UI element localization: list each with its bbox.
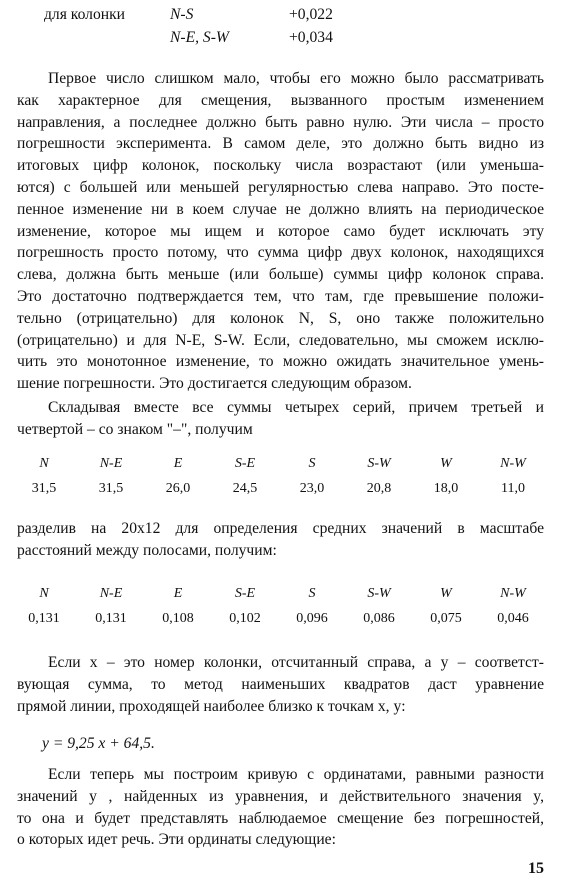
text-line: (отрицательно) и для N-E, S-W. Если, следовательно, мы сможем исклю- [17, 331, 544, 349]
text-line: погрешности эксперимента. В самом деле, это должно быть видно из [17, 135, 544, 153]
text-line: значений y , найденных из уравнения, и действительного значения y, [17, 787, 544, 805]
paragraph-4 [17, 652, 544, 717]
table1-values [17, 481, 544, 499]
text-line: как характерное для смещения, вызванного простым изменением [17, 91, 544, 109]
text-line: о которых идет речь. Эти ординаты следующие: [17, 831, 336, 849]
table-header-cell: S [308, 456, 316, 471]
table-header-cell: N-E [99, 586, 123, 601]
text-line: тельно (отрицательно) для колонок N, S, оно также положительно [17, 309, 544, 327]
text-line: расстояний между полосами, получим: [17, 541, 277, 559]
table2-header [17, 586, 544, 604]
text-line: пенное изменение ни в коем случае не должно влиять на периодическое [17, 200, 544, 218]
text-line: прямой линии, проходящей наиболее близко к точкам x, y: [17, 697, 406, 715]
table-cell: 0,086 [363, 611, 395, 626]
text-line: итоговых цифр колонок, поскольку числа возрастают (или уменьша- [17, 157, 544, 175]
table-header-cell: S-W [367, 456, 391, 471]
text-line: шение погрешности. Это достигается следующим образом. [17, 375, 412, 393]
table-cell: 0,102 [229, 611, 261, 626]
table-cell: 0,046 [497, 611, 529, 626]
table-cell: 31,5 [98, 481, 124, 496]
table-header-cell: S-E [234, 456, 256, 471]
table-header-cell: S-W [367, 586, 391, 601]
text-line: четвертой – со знаком "–", получим [17, 420, 253, 438]
table2-values [17, 611, 544, 629]
paragraph-1 [17, 68, 544, 395]
equation: y = 9,25 x + 64,5. [42, 735, 155, 752]
table-cell: 11,0 [501, 481, 525, 496]
table-header-cell: N-W [500, 586, 526, 601]
paragraph-5 [17, 764, 544, 851]
table-cell: 18,0 [433, 481, 459, 496]
table-header-cell: W [440, 456, 452, 471]
text-line: Первое число слишком мало, чтобы его можно было рассматривать [48, 70, 544, 87]
text-line: направления, а последнее должно быть равно нулю. Эти числа – просто [17, 113, 544, 131]
table-header-cell: W [440, 586, 452, 601]
text-line: то она и будет представлять наблюдаемое смещение без погрешностей, [17, 809, 544, 827]
table-header-cell: N [39, 586, 49, 601]
paragraph-2 [17, 397, 544, 441]
text-line: слева, должна быть меньше (или больше) суммы цифр колонок справа. [17, 266, 544, 284]
column-direction: N-S [170, 6, 194, 23]
table-cell: 0,096 [296, 611, 328, 626]
text-line: погрешность просто потому, что сумма цифр двух колонок, находящихся [17, 244, 544, 262]
table-header-cell: N-E [99, 456, 123, 471]
text-line: разделив на 20x12 для определения средних значений в масштабе [17, 520, 544, 537]
text-line: вующая сумма, то метод наименьших квадратов даст уравнение [17, 675, 544, 693]
table-cell: 31,5 [31, 481, 57, 496]
column-row-1 [0, 6, 562, 26]
column-value: +0,034 [289, 29, 333, 46]
table-cell: 23,0 [299, 481, 325, 496]
text-line: Это достаточно подтверждается тем, что там, где превышение положи- [17, 287, 544, 305]
text-line: ются) с большей или меньшей регулярностью слева направо. Это посте- [17, 178, 544, 196]
table-cell: 20,8 [366, 481, 392, 496]
column-row-2 [0, 29, 562, 49]
column-value: +0,022 [289, 6, 333, 23]
paragraph-3 [17, 518, 544, 562]
text-line: чить это монотонное изменение, то можно ожидать значительное умень- [17, 353, 544, 371]
text-line: Складывая вместе все суммы четырех серий, причем третьей и [48, 399, 544, 416]
table-header-cell: S-E [234, 586, 256, 601]
table-cell: 24,5 [232, 481, 258, 496]
text-line: Если x – это номер колонки, отсчитанный справа, а y – соответст- [48, 654, 544, 671]
table-header-cell: E [173, 456, 183, 471]
table-cell: 0,108 [162, 611, 194, 626]
table-cell: 0,075 [430, 611, 462, 626]
table-cell: 0,131 [28, 611, 60, 626]
table-header-cell: S [308, 586, 316, 601]
table-header-cell: N [39, 456, 49, 471]
table-cell: 0,131 [95, 611, 127, 626]
text-line: Если теперь мы построим кривую с ординатами, равными разности [48, 766, 544, 783]
table-cell: 26,0 [165, 481, 191, 496]
table-header-cell: N-W [500, 456, 526, 471]
page-number: 15 [528, 860, 544, 877]
text-line: изменение, которое мы ищем и которое само будет исключать эту [17, 222, 544, 240]
column-label: для колонки [44, 6, 126, 23]
table-header-cell: E [173, 586, 183, 601]
table1-header [17, 456, 544, 474]
column-direction: N-E, S-W [170, 29, 229, 46]
